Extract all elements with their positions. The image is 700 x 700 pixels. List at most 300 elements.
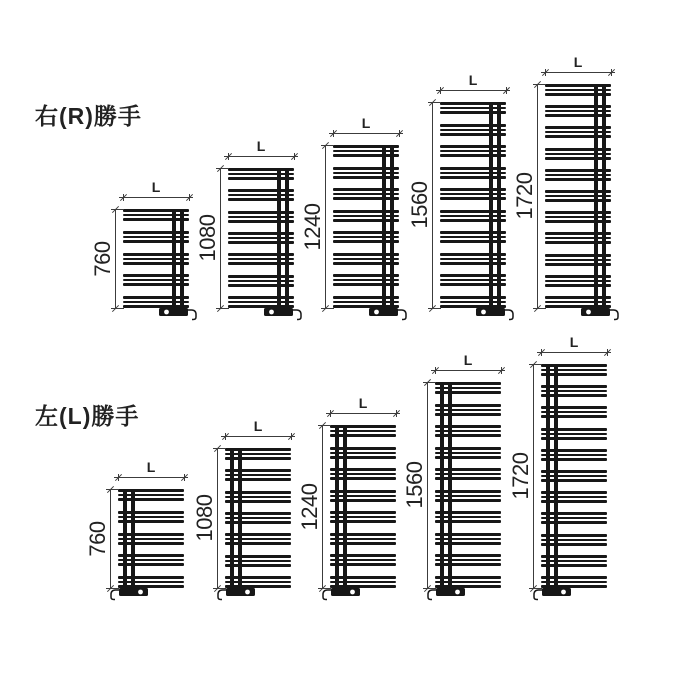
height-dim-tick-top bbox=[529, 364, 542, 365]
radiator-1720-right bbox=[512, 54, 611, 308]
tube-group-5-bar-2 bbox=[440, 193, 506, 195]
height-dim-line bbox=[533, 364, 534, 588]
tube-group-4-bar-1 bbox=[545, 148, 611, 151]
tube-group-1-bar-1 bbox=[435, 382, 501, 385]
tube-group-9-bar-1 bbox=[440, 274, 506, 277]
tube-group-11-bar-2 bbox=[545, 301, 611, 303]
tube-group-3-bar-1 bbox=[545, 126, 611, 129]
tube-group-10-bar-1 bbox=[541, 555, 607, 558]
height-dim-label: 760 bbox=[85, 520, 110, 557]
tube-group-3-bar-3 bbox=[330, 477, 396, 480]
tube-group-10-bar-2 bbox=[435, 581, 501, 583]
width-dim-label: L bbox=[463, 352, 473, 368]
tube-group-7-bar-1 bbox=[333, 274, 399, 277]
valve-body bbox=[369, 308, 398, 316]
tube-group-1-bar-3 bbox=[440, 111, 506, 114]
valve bbox=[321, 586, 361, 602]
tube-group-6-bar-2 bbox=[225, 560, 291, 562]
tube-group-6-bar-1 bbox=[541, 470, 607, 473]
tube-group-6-bar-3 bbox=[333, 262, 399, 265]
tube-group-7-bar-1 bbox=[435, 511, 501, 514]
radiator-1240-left bbox=[297, 395, 396, 588]
tube-group-1-bar-2 bbox=[545, 89, 611, 91]
tube-group-1-bar-3 bbox=[435, 391, 501, 394]
width-dim-line bbox=[431, 370, 505, 371]
height-dim-label: 1720 bbox=[508, 452, 533, 500]
valve-port bbox=[586, 310, 591, 315]
tube-group-7-bar-1 bbox=[440, 231, 506, 234]
tube-group-5-bar-2 bbox=[541, 454, 607, 456]
height-dim-tick-top bbox=[321, 145, 334, 146]
tube-group-1-bar-2 bbox=[330, 430, 396, 432]
tube-group-3-bar-3 bbox=[333, 197, 399, 200]
tube-group-4-bar-3 bbox=[118, 563, 184, 566]
width-dim-label: L bbox=[358, 395, 368, 411]
tube-group-8-bar-3 bbox=[435, 542, 501, 545]
tube-group-9-bar-2 bbox=[545, 259, 611, 261]
tube-group-7-bar-3 bbox=[440, 240, 506, 243]
tube-group-6-bar-2 bbox=[440, 215, 506, 217]
tube-group-4-bar-2 bbox=[118, 559, 184, 561]
tube-group-11-bar-2 bbox=[541, 581, 607, 583]
tube-group-1-bar-2 bbox=[333, 150, 399, 152]
tube-group-7-bar-3 bbox=[330, 563, 396, 566]
tube-group-1-bar-1 bbox=[545, 84, 611, 87]
width-dim-line bbox=[224, 156, 298, 157]
tube-group-5-bar-1 bbox=[123, 296, 189, 299]
tube-group-10-bar-2 bbox=[545, 280, 611, 282]
tube-group-4-bar-3 bbox=[545, 157, 611, 160]
tube-group-6-bar-3 bbox=[435, 499, 501, 502]
width-dim-line bbox=[119, 197, 193, 198]
tube-group-10-bar-2 bbox=[541, 560, 607, 562]
width-dim-label: L bbox=[569, 334, 579, 350]
height-dim-label: 1080 bbox=[195, 214, 220, 262]
tube-group-6-bar-3 bbox=[228, 284, 294, 287]
tube-group-1-bar-1 bbox=[440, 102, 506, 105]
valve-port bbox=[269, 310, 274, 315]
valve-body bbox=[226, 588, 255, 596]
tube-group-3-bar-1 bbox=[435, 425, 501, 428]
valve-pipe-hook bbox=[293, 310, 301, 320]
tube-group-5-bar-3 bbox=[228, 262, 294, 265]
width-dim-label: L bbox=[573, 54, 583, 70]
tube-group-7-bar-2 bbox=[541, 496, 607, 498]
height-dim-tick-top bbox=[423, 382, 436, 383]
tube-group-3-bar-2 bbox=[333, 193, 399, 195]
tube-group-2-bar-3 bbox=[123, 240, 189, 243]
height-dim-line bbox=[217, 448, 218, 588]
height-dim-tick-top bbox=[216, 168, 229, 169]
height-dim-tick-bottom bbox=[111, 308, 124, 309]
tube-group-5-bar-1 bbox=[333, 231, 399, 234]
height-dim-line bbox=[427, 382, 428, 588]
tube-group-4-bar-2 bbox=[225, 517, 291, 519]
tube-group-2-bar-3 bbox=[541, 394, 607, 397]
tube-group-4-bar-3 bbox=[123, 283, 189, 286]
tube-group-4-bar-3 bbox=[225, 521, 291, 524]
tube-group-1-bar-1 bbox=[333, 145, 399, 148]
tube-group-7-bar-3 bbox=[435, 520, 501, 523]
valve-pipe-hook bbox=[428, 590, 436, 600]
tube-group-4-bar-2 bbox=[228, 237, 294, 239]
width-dim-line bbox=[326, 413, 400, 414]
tube-group-3-bar-2 bbox=[118, 538, 184, 540]
tube-group-5-bar-1 bbox=[440, 188, 506, 191]
tube-group-6-bar-1 bbox=[435, 490, 501, 493]
tube-group-2-bar-2 bbox=[225, 474, 291, 476]
width-dim-line bbox=[541, 72, 615, 73]
valve-body bbox=[476, 308, 505, 316]
tube-group-3-bar-1 bbox=[440, 145, 506, 148]
tube-group-2-bar-1 bbox=[225, 469, 291, 472]
tube-group-4-bar-1 bbox=[228, 232, 294, 235]
tube-group-1-bar-1 bbox=[118, 489, 184, 492]
tube-group-2-bar-3 bbox=[435, 413, 501, 416]
valve-port bbox=[245, 590, 250, 595]
tube-group-5-bar-3 bbox=[435, 477, 501, 480]
tube-group-8-bar-1 bbox=[435, 533, 501, 536]
valve-port bbox=[374, 310, 379, 315]
radiator-1240-right bbox=[300, 115, 399, 308]
tube-group-2-bar-3 bbox=[333, 176, 399, 179]
tube-group-4-bar-2 bbox=[330, 495, 396, 497]
tube-group-2-bar-1 bbox=[545, 105, 611, 108]
tube-group-2-bar-2 bbox=[545, 110, 611, 112]
tube-group-5-bar-1 bbox=[545, 169, 611, 172]
tube-group-4-bar-1 bbox=[118, 554, 184, 557]
tube-group-2-bar-2 bbox=[118, 516, 184, 518]
tube-group-8-bar-1 bbox=[545, 232, 611, 235]
tube-group-4-bar-1 bbox=[541, 428, 607, 431]
tube-group-5-bar-2 bbox=[123, 301, 189, 303]
row-label-left-hand: 左(L)勝手 bbox=[35, 403, 140, 429]
tube-group-3-bar-3 bbox=[118, 542, 184, 545]
tube-group-8-bar-1 bbox=[541, 512, 607, 515]
height-dim-label: 1080 bbox=[192, 494, 217, 542]
tube-group-5-bar-1 bbox=[330, 511, 396, 514]
tube-group-2-bar-1 bbox=[330, 447, 396, 450]
height-dim-tick-bottom bbox=[533, 308, 546, 309]
tube-group-2-bar-1 bbox=[435, 404, 501, 407]
height-dim-tick-top bbox=[106, 489, 119, 490]
tube-group-3-bar-2 bbox=[123, 258, 189, 260]
tube-group-5-bar-2 bbox=[330, 516, 396, 518]
tube-group-5-bar-1 bbox=[228, 253, 294, 256]
tube-group-8-bar-1 bbox=[440, 253, 506, 256]
tube-group-2-bar-3 bbox=[225, 478, 291, 481]
valve bbox=[158, 306, 198, 322]
tube-group-2-bar-1 bbox=[333, 167, 399, 170]
tube-group-1-bar-2 bbox=[118, 494, 184, 496]
tube-group-9-bar-2 bbox=[435, 559, 501, 561]
width-dim-label: L bbox=[253, 418, 263, 434]
tube-group-9-bar-1 bbox=[545, 254, 611, 257]
tube-group-1-bar-3 bbox=[541, 373, 607, 376]
tube-group-2-bar-3 bbox=[118, 520, 184, 523]
height-dim-line bbox=[537, 84, 538, 308]
height-dim-label: 1720 bbox=[512, 172, 537, 220]
tube-group-3-bar-2 bbox=[440, 150, 506, 152]
tube-group-9-bar-3 bbox=[435, 563, 501, 566]
valve-pipe-hook bbox=[505, 310, 513, 320]
tube-group-6-bar-2 bbox=[330, 538, 396, 540]
height-dim-tick-bottom bbox=[321, 308, 334, 309]
width-dim-label: L bbox=[361, 115, 371, 131]
tube-group-4-bar-2 bbox=[123, 279, 189, 281]
tube-group-2-bar-2 bbox=[333, 172, 399, 174]
tube-group-5-bar-1 bbox=[541, 449, 607, 452]
tube-group-5-bar-2 bbox=[545, 174, 611, 176]
tube-group-3-bar-1 bbox=[330, 468, 396, 471]
tube-group-5-bar-2 bbox=[225, 538, 291, 540]
tube-group-5-bar-1 bbox=[118, 576, 184, 579]
height-dim-line bbox=[115, 209, 116, 308]
radiator-1560-left bbox=[402, 352, 501, 588]
tube-group-5-bar-1 bbox=[435, 468, 501, 471]
tube-group-6-bar-3 bbox=[440, 219, 506, 222]
tube-group-1-bar-3 bbox=[228, 177, 294, 180]
tube-group-4-bar-3 bbox=[541, 437, 607, 440]
tube-group-1-bar-3 bbox=[333, 154, 399, 157]
tube-group-10-bar-2 bbox=[440, 301, 506, 303]
tube-group-1-bar-2 bbox=[123, 214, 189, 216]
tube-group-3-bar-2 bbox=[435, 430, 501, 432]
valve bbox=[532, 586, 572, 602]
tube-group-7-bar-3 bbox=[333, 283, 399, 286]
tube-group-7-bar-1 bbox=[541, 491, 607, 494]
tube-group-6-bar-1 bbox=[333, 253, 399, 256]
width-dim-line bbox=[537, 352, 611, 353]
tube-group-1-bar-3 bbox=[123, 218, 189, 221]
tube-group-4-bar-3 bbox=[228, 241, 294, 244]
tube-group-3-bar-1 bbox=[333, 188, 399, 191]
tube-group-7-bar-2 bbox=[435, 516, 501, 518]
tube-group-4-bar-2 bbox=[440, 172, 506, 174]
tube-group-2-bar-3 bbox=[440, 133, 506, 136]
radiator-1560-right bbox=[407, 72, 506, 308]
tube-group-8-bar-3 bbox=[440, 262, 506, 265]
tube-group-1-bar-3 bbox=[225, 457, 291, 460]
tube-group-4-bar-2 bbox=[545, 153, 611, 155]
height-dim-label: 1240 bbox=[300, 203, 325, 250]
tube-group-6-bar-2 bbox=[228, 280, 294, 282]
valve-port bbox=[350, 590, 355, 595]
tube-group-1-bar-3 bbox=[118, 498, 184, 501]
tube-group-8-bar-1 bbox=[333, 296, 399, 299]
tube-group-10-bar-1 bbox=[435, 576, 501, 579]
tube-group-1-bar-1 bbox=[123, 209, 189, 212]
tube-group-8-bar-2 bbox=[333, 301, 399, 303]
tube-group-3-bar-2 bbox=[330, 473, 396, 475]
tube-group-3-bar-3 bbox=[225, 500, 291, 503]
valve-pipe-hook bbox=[323, 590, 331, 600]
width-dim-label: L bbox=[256, 138, 266, 154]
radiator-1080-left bbox=[192, 418, 291, 588]
tube-group-9-bar-1 bbox=[435, 554, 501, 557]
radiator-1720-left bbox=[508, 334, 607, 588]
tube-group-4-bar-3 bbox=[435, 456, 501, 459]
tube-group-4-bar-2 bbox=[541, 433, 607, 435]
tube-group-4-bar-1 bbox=[123, 274, 189, 277]
valve-port bbox=[455, 590, 460, 595]
tube-group-5-bar-3 bbox=[440, 197, 506, 200]
tube-group-1-bar-2 bbox=[228, 173, 294, 175]
tube-group-2-bar-1 bbox=[440, 124, 506, 127]
tube-group-2-bar-3 bbox=[545, 114, 611, 117]
height-dim-label: 760 bbox=[90, 240, 115, 277]
tube-group-1-bar-3 bbox=[330, 434, 396, 437]
tube-group-5-bar-3 bbox=[333, 240, 399, 243]
tube-group-1-bar-2 bbox=[541, 369, 607, 371]
tube-group-2-bar-2 bbox=[123, 236, 189, 238]
height-dim-tick-top bbox=[318, 425, 331, 426]
tube-group-3-bar-3 bbox=[228, 220, 294, 223]
tube-group-4-bar-1 bbox=[225, 512, 291, 515]
tube-group-2-bar-1 bbox=[118, 511, 184, 514]
tube-group-7-bar-1 bbox=[330, 554, 396, 557]
valve-pipe-hook bbox=[111, 590, 119, 600]
valve-pipe-hook bbox=[610, 310, 618, 320]
tube-group-11-bar-1 bbox=[545, 296, 611, 299]
tube-group-2-bar-1 bbox=[541, 385, 607, 388]
tube-group-4-bar-3 bbox=[330, 499, 396, 502]
height-dim-tick-top bbox=[111, 209, 124, 210]
width-dim-line bbox=[436, 90, 510, 91]
tube-group-4-bar-2 bbox=[333, 215, 399, 217]
valve bbox=[426, 586, 466, 602]
tube-group-8-bar-3 bbox=[545, 241, 611, 244]
tube-group-8-bar-2 bbox=[330, 581, 396, 583]
tube-group-6-bar-1 bbox=[225, 555, 291, 558]
tube-group-5-bar-2 bbox=[333, 236, 399, 238]
tube-group-2-bar-3 bbox=[228, 198, 294, 201]
tube-group-7-bar-2 bbox=[225, 581, 291, 583]
tube-group-8-bar-1 bbox=[330, 576, 396, 579]
tube-group-7-bar-1 bbox=[228, 296, 294, 299]
valve-pipe-hook bbox=[188, 310, 196, 320]
height-dim-line bbox=[432, 102, 433, 308]
tube-group-5-bar-2 bbox=[435, 473, 501, 475]
height-dim-line bbox=[220, 168, 221, 308]
tube-group-1-bar-3 bbox=[545, 93, 611, 96]
height-dim-line bbox=[325, 145, 326, 308]
tube-group-6-bar-2 bbox=[545, 195, 611, 197]
tube-group-6-bar-3 bbox=[541, 479, 607, 482]
tube-group-5-bar-3 bbox=[330, 520, 396, 523]
height-dim-tick-bottom bbox=[216, 308, 229, 309]
tube-group-4-bar-1 bbox=[330, 490, 396, 493]
tube-group-3-bar-3 bbox=[435, 434, 501, 437]
tube-group-2-bar-2 bbox=[330, 452, 396, 454]
valve-port bbox=[164, 310, 169, 315]
tube-group-6-bar-1 bbox=[330, 533, 396, 536]
width-dim-line bbox=[221, 436, 295, 437]
tube-group-3-bar-1 bbox=[118, 533, 184, 536]
tube-group-1-bar-2 bbox=[225, 453, 291, 455]
tube-group-3-bar-3 bbox=[440, 154, 506, 157]
row-label-right-hand: 右(R)勝手 bbox=[35, 103, 142, 129]
valve bbox=[263, 306, 303, 322]
tube-group-4-bar-2 bbox=[435, 452, 501, 454]
height-dim-label: 1560 bbox=[402, 461, 427, 509]
height-dim-tick-top bbox=[428, 102, 441, 103]
tube-group-4-bar-3 bbox=[440, 176, 506, 179]
tube-group-4-bar-1 bbox=[435, 447, 501, 450]
tube-group-5-bar-3 bbox=[225, 542, 291, 545]
valve bbox=[475, 306, 515, 322]
tube-group-4-bar-1 bbox=[333, 210, 399, 213]
tube-group-7-bar-2 bbox=[330, 559, 396, 561]
tube-group-6-bar-2 bbox=[435, 495, 501, 497]
width-dim-label: L bbox=[468, 72, 478, 88]
tube-group-1-bar-1 bbox=[541, 364, 607, 367]
valve-port bbox=[481, 310, 486, 315]
tube-group-10-bar-1 bbox=[545, 275, 611, 278]
tube-group-3-bar-1 bbox=[123, 253, 189, 256]
tube-group-8-bar-2 bbox=[440, 258, 506, 260]
tube-group-7-bar-3 bbox=[545, 220, 611, 223]
valve-body bbox=[119, 588, 148, 596]
height-dim-tick-bottom bbox=[428, 308, 441, 309]
valve-body bbox=[542, 588, 571, 596]
tube-group-6-bar-2 bbox=[333, 258, 399, 260]
valve bbox=[216, 586, 256, 602]
tube-group-10-bar-1 bbox=[440, 296, 506, 299]
tube-group-7-bar-1 bbox=[545, 211, 611, 214]
height-dim-line bbox=[322, 425, 323, 588]
width-dim-line bbox=[114, 477, 188, 478]
height-dim-label: 1560 bbox=[407, 181, 432, 229]
valve bbox=[580, 306, 620, 322]
width-dim-line bbox=[329, 133, 403, 134]
tube-group-2-bar-2 bbox=[435, 409, 501, 411]
tube-group-9-bar-2 bbox=[541, 539, 607, 541]
radiator-760-left bbox=[85, 459, 184, 588]
tube-group-7-bar-2 bbox=[228, 301, 294, 303]
tube-group-1-bar-1 bbox=[330, 425, 396, 428]
height-dim-tick-top bbox=[533, 84, 546, 85]
valve-pipe-hook bbox=[398, 310, 406, 320]
tube-group-6-bar-3 bbox=[225, 564, 291, 567]
tube-group-6-bar-1 bbox=[440, 210, 506, 213]
tube-group-7-bar-2 bbox=[545, 216, 611, 218]
tube-group-3-bar-1 bbox=[541, 406, 607, 409]
valve-body bbox=[264, 308, 293, 316]
tube-group-7-bar-1 bbox=[225, 576, 291, 579]
height-dim-tick-top bbox=[213, 448, 226, 449]
tube-group-3-bar-3 bbox=[545, 135, 611, 138]
radiator-1080-right bbox=[195, 138, 294, 308]
radiator-760-right bbox=[90, 179, 189, 308]
tube-group-2-bar-1 bbox=[228, 189, 294, 192]
valve-port bbox=[561, 590, 566, 595]
valve bbox=[368, 306, 408, 322]
tube-group-7-bar-3 bbox=[541, 500, 607, 503]
tube-group-3-bar-2 bbox=[541, 411, 607, 413]
width-dim-label: L bbox=[146, 459, 156, 475]
valve-pipe-hook bbox=[534, 590, 542, 600]
valve-body bbox=[331, 588, 360, 596]
tube-group-3-bar-1 bbox=[225, 491, 291, 494]
tube-group-4-bar-1 bbox=[440, 167, 506, 170]
tube-group-2-bar-1 bbox=[123, 231, 189, 234]
tube-group-9-bar-3 bbox=[440, 283, 506, 286]
tube-group-10-bar-3 bbox=[545, 284, 611, 287]
tube-group-9-bar-3 bbox=[541, 543, 607, 546]
tube-group-9-bar-3 bbox=[545, 263, 611, 266]
tube-group-5-bar-3 bbox=[545, 178, 611, 181]
